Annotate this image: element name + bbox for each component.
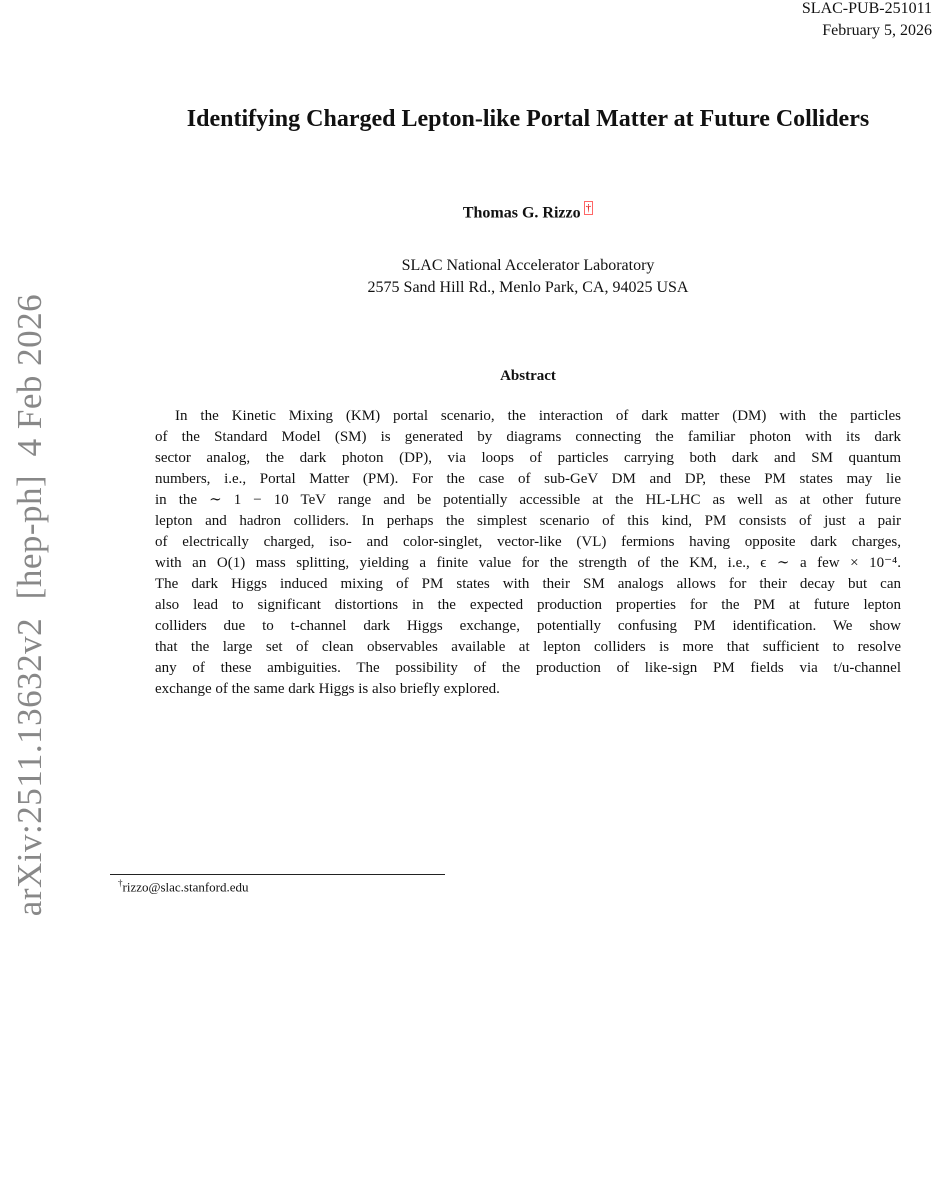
abstract-line: The dark Higgs induced mixing of PM states with their SM analogs allows for their decay but can (155, 576, 901, 592)
author (0, 198, 947, 223)
abstract-line: sector analog, the dark photon (DP), via loops of particles carrying both dark and SM quantum (155, 450, 901, 466)
author-name: Thomas G. Rizzo (462, 204, 581, 222)
footnote-link[interactable]: † (585, 202, 592, 214)
affiliation-line: SLAC National Accelerator Laboratory (401, 257, 655, 274)
footnote-email[interactable]: rizzo@slac.stanford.edu (122, 879, 249, 895)
report-date: February 5, 2026 (822, 22, 932, 39)
abstract-line: of the Standard Model (SM) is generated by diagrams connecting the familiar photon with its dark (155, 429, 901, 445)
abstract-line: also lead to significant distortions in the expected production properties for the PM at future lepton (155, 597, 901, 613)
report-header (802, 0, 932, 42)
report-number: SLAC-PUB-251011 (801, 0, 932, 17)
footnote-rule (110, 874, 445, 875)
paper-title: Identifying Charged Lepton-like Portal Matter at Future Colliders (186, 106, 870, 132)
abstract-line: lepton and hadron colliders. In perhaps the simplest scenario of this kind, PM consists of just a pair (155, 513, 901, 529)
affiliation-line: 2575 Sand Hill Rd., Menlo Park, CA, 94025 USA (367, 279, 689, 296)
footnote-mark: † (118, 878, 123, 888)
abstract-heading: Abstract (500, 368, 556, 384)
abstract-line: of electrically charged, iso- and color-singlet, vector-like (VL) fermions having opposite dark charges, (155, 534, 901, 550)
abstract-line: numbers, i.e., Portal Matter (PM). For the case of sub-GeV DM and DP, these PM states may lie (155, 471, 901, 487)
abstract-body (155, 406, 901, 700)
abstract-line: in the ∼ 1 − 10 TeV range and be potentially accessible at the HL-LHC as well as at other future (155, 492, 901, 508)
abstract-line: exchange of the same dark Higgs is also briefly explored. (155, 681, 500, 697)
abstract-line: In the Kinetic Mixing (KM) portal scenario, the interaction of dark matter (DM) with the particles (175, 408, 901, 424)
abstract-line: that the large set of clean observables available at lepton colliders is more that sufficient to resolve (155, 639, 901, 655)
arxiv-stamp: arXiv:2511.13632v2 [hep-ph] 4 Feb 2026 (10, 293, 49, 917)
abstract-line: with an O(1) mass splitting, yielding a finite value for the strength of the KM, i.e., ϵ ∼ a few × 10⁻⁴. (155, 555, 901, 571)
abstract-line: colliders due to t-channel dark Higgs exchange, potentially confusing PM identification. We show (155, 618, 901, 634)
abstract-line: any of these ambiguities. The possibility of the production of like-sign PM fields via t/u-channel (155, 660, 901, 676)
footnote (118, 878, 249, 895)
affiliation (150, 255, 906, 299)
